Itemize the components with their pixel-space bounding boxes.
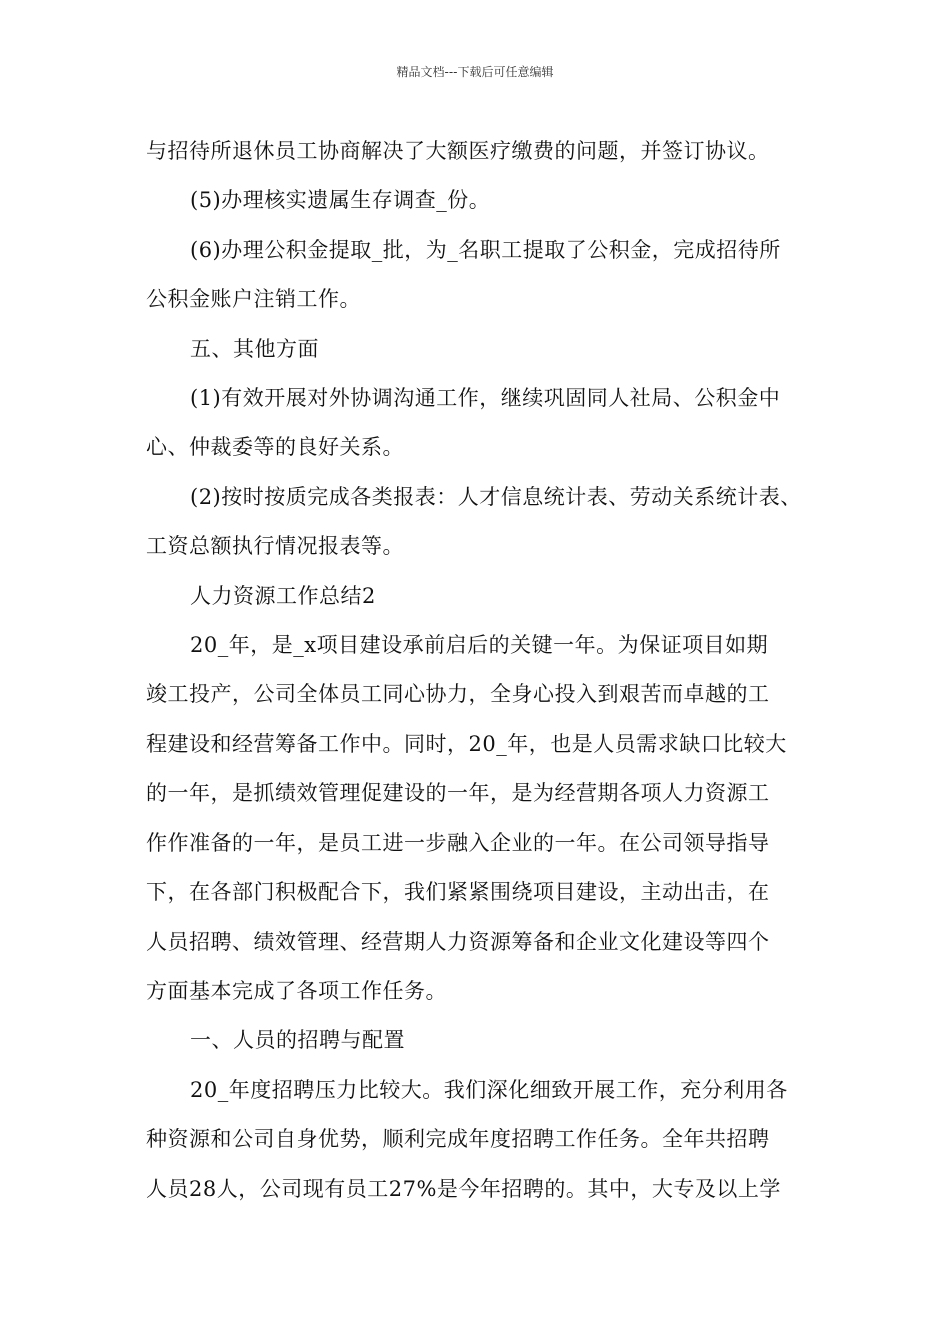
document-body [146, 127, 826, 1214]
document-subtitle: 人力资源工作总结2 [190, 583, 376, 608]
text-line: 20_年，是_x项目建设承前启后的关键一年。为保证项目如期 [190, 633, 769, 658]
text-line: 工资总额执行情况报表等。 [146, 534, 404, 559]
text-line: 与招待所退休员工协商解决了大额医疗缴费的问题，并签订协议。 [146, 139, 770, 163]
text-line: (1)有效开展对外协调沟通工作，继续巩固同人社局、公积金中 [190, 386, 781, 411]
text-line: 人员28人，公司现有员工27%是今年招聘的。其中，大专及以上学 [146, 1176, 781, 1201]
text-line: (5)办理核实遗属生存调查_份。 [190, 188, 491, 213]
text-line: 的一年，是抓绩效管理促建设的一年，是为经营期各项人力资源工 [146, 781, 770, 806]
page-header: 精品文档---下载后可任意编辑 [396, 65, 554, 79]
text-line: 下，在各部门积极配合下，我们紧紧围绕项目建设，主动出击，在 [146, 880, 770, 905]
text-line: (6)办理公积金提取_批，为_名职工提取了公积金，完成招待所 [190, 237, 781, 262]
text-line: 20_年度招聘压力比较大。我们深化细致开展工作，充分利用各 [190, 1077, 788, 1102]
section-heading: 五、其他方面 [190, 336, 319, 361]
text-line: (2)按时按质完成各类报表：人才信息统计表、劳动关系统计表、 [190, 484, 802, 509]
text-line: 竣工投产，公司全体员工同心协力，全身心投入到艰苦而卓越的工 [146, 682, 770, 707]
text-line: 作作准备的一年，是员工进一步融入企业的一年。在公司领导指导 [146, 830, 770, 855]
text-line: 心、仲裁委等的良好关系。 [146, 435, 404, 460]
text-line: 种资源和公司自身优势，顺利完成年度招聘工作任务。全年共招聘 [146, 1127, 770, 1152]
text-line: 方面基本完成了各项工作任务。 [146, 978, 447, 1003]
text-line: 公积金账户注销工作。 [146, 287, 361, 312]
text-line: 人员招聘、绩效管理、经营期人力资源筹备和企业文化建设等四个 [146, 929, 770, 954]
text-line: 程建设和经营筹备工作中。同时，20_年，也是人员需求缺口比较大 [146, 731, 787, 756]
section-heading: 一、人员的招聘与配置 [190, 1028, 405, 1053]
